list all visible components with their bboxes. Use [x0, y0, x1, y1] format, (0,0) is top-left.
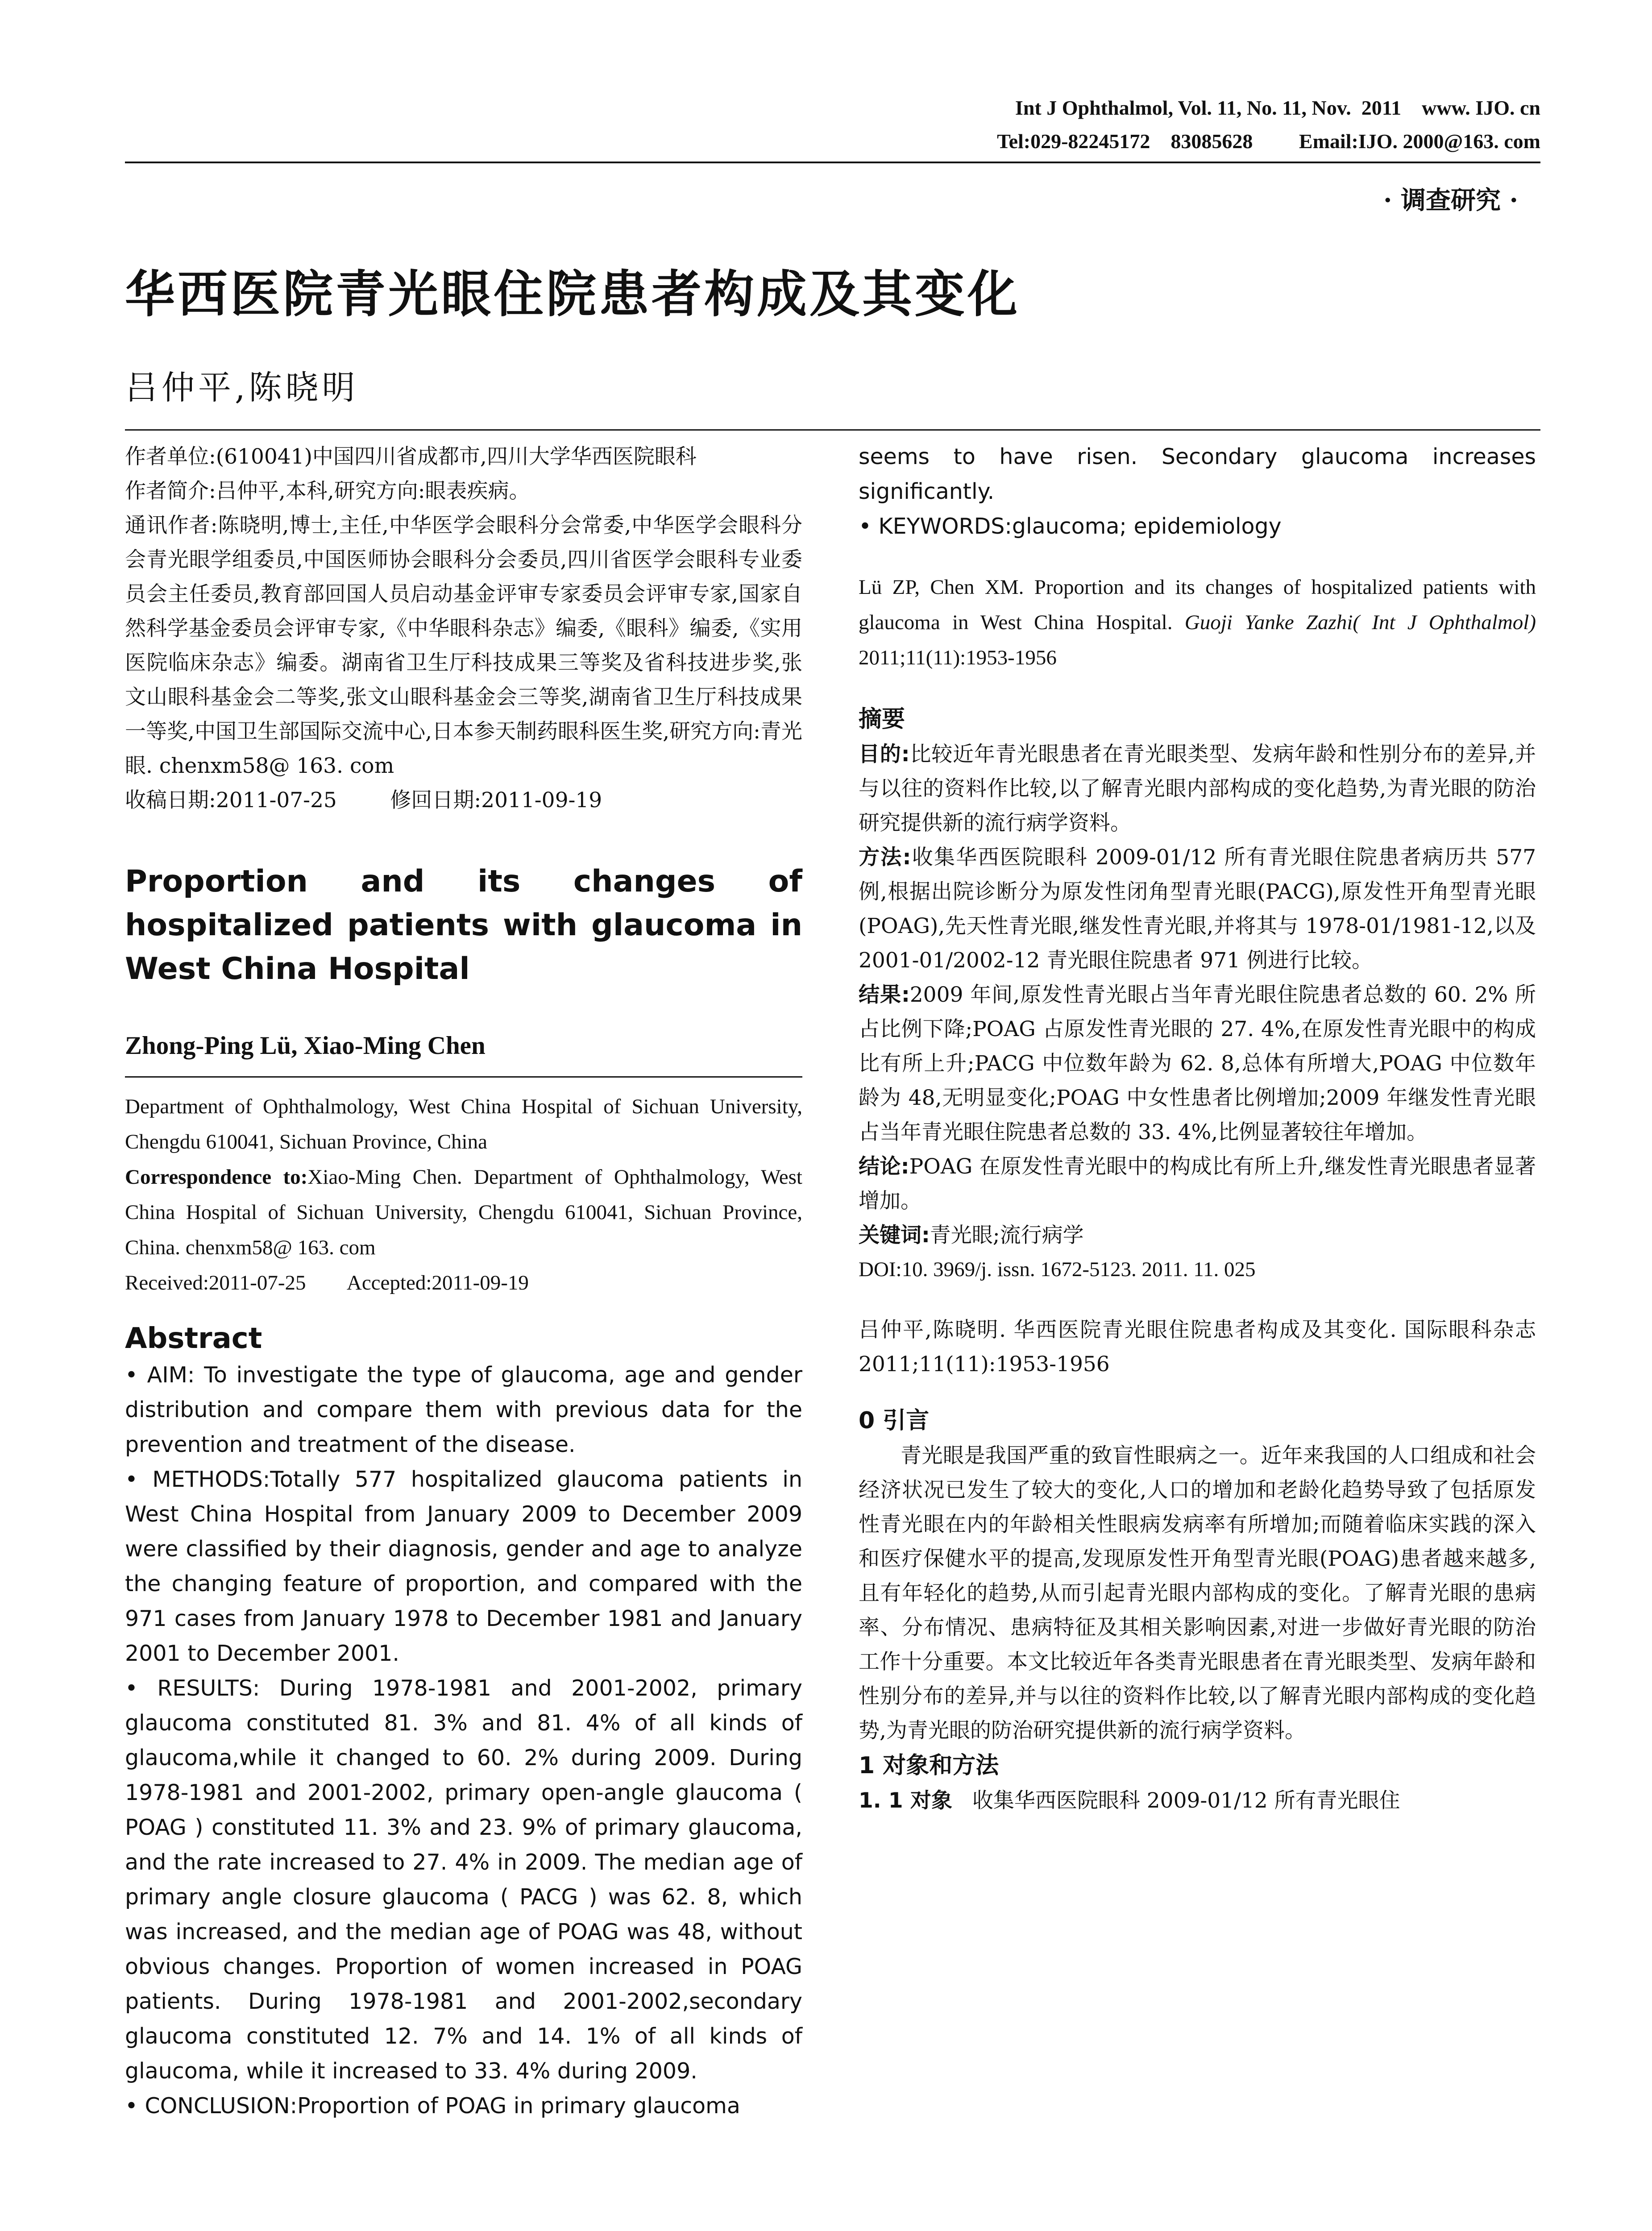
purpose-text: 比较近年青光眼患者在青光眼类型、发病年龄和性别分布的差异,并与以往的资料作比较,以了解青光眼内部构成的变化趋势,为青光眼的防治研究提供新的流行病学资料。 [859, 742, 1536, 835]
citation-en [859, 570, 1536, 676]
authors-cn: 吕仲平,陈晓明 [125, 369, 359, 407]
journal-header: Int J Ophthalmol, Vol. 11, No. 11, Nov. 2011 www. IJO. cn [1015, 96, 1540, 119]
subjects-paragraph [859, 1783, 1536, 1818]
method-label: 方法: [859, 845, 911, 870]
abstract-aim: • AIM: To investigate the type of glaucoma, age and gender distribution and compare them with previous data for the prevention and treatment of the disease. [125, 1362, 802, 1457]
english-authors: Zhong-Ping Lü, Xiao-Ming Chen [125, 1032, 486, 1060]
left-column [125, 440, 802, 2123]
affiliation: 作者单位:(610041)中国四川省成都市,四川大学华西医院眼科 [125, 444, 697, 469]
method-text: 收集华西医院眼科 2009-01/12 所有青光眼住院患者病历共 577 例,根据出院诊断分为原发性闭角型青光眼(PACG),原发性开角型青光眼(POAG),先天性青光眼,继发性青光眼,并将其与 1978-01/1981-12,以及 2001-01/2002-12 青光眼住院患者 971 例进行比较。 [859, 845, 1536, 973]
citation-en-text: Lü ZP, Chen XM. Proportion and its changes of hospitalized patients with glaucoma in West China Hospital. [859, 576, 1536, 634]
citation-cn: 吕仲平,陈晓明. 华西医院青光眼住院患者构成及其变化. 国际眼科杂志 2011;11(11):1953-1956 [859, 1318, 1536, 1377]
abstract-cn-keywords [859, 1218, 1536, 1252]
abstract-cn-method [859, 840, 1536, 978]
correspondence [125, 1160, 802, 1265]
abstract-cn-heading: 摘要 [859, 706, 905, 733]
subjects-label: 1. 1 对象 [859, 1788, 952, 1813]
author-bio: 作者简介:吕仲平,本科,研究方向:眼表疾病。 [125, 479, 530, 503]
abstract-cn-purpose [859, 737, 1536, 840]
citation-en-journal: Guoji Yanke Zazhi( Int J Ophthalmol) [1184, 611, 1536, 634]
intro-text: 青光眼是我国严重的致盲性眼病之一。近年来我国的人口组成和社会经济状况已发生了较大的变化,人口的增加和老龄化趋势导致了包括原发性青光眼在内的年龄相关性眼病发病率有所增加;而随着临床实践的深入和医疗保健水平的提高,发现原发性开角型青光眼(POAG)患者越来越多,且有年轻化的趋势,从而引起青光眼内部构成的变化。了解青光眼的患病率、分布情况、患病特征及其相关影响因素,对进一步做好青光眼的防治工作十分重要。本文比较近年各类青光眼患者在青光眼类型、发病年龄和性别分布的差异,并与以往的资料作比较,以了解青光眼内部构成的变化趋势,为青光眼的防治研究提供新的流行病学资料。 [859, 1443, 1536, 1743]
keywords-label: 关键词: [859, 1223, 930, 1248]
methods-heading: 1 对象和方法 [859, 1752, 999, 1779]
page-title: 华西医院青光眼住院患者构成及其变化 [125, 265, 1020, 323]
section-tag: · 调查研究 · [1383, 186, 1518, 215]
doi: DOI:10. 3969/j. issn. 1672-5123. 2011. 11. 025 [859, 1258, 1256, 1281]
keywords-text: 青光眼;流行病学 [930, 1223, 1084, 1248]
abstract-heading: Abstract [125, 1322, 262, 1355]
title-rule [125, 429, 1540, 431]
abstract-results: • RESULTS: During 1978-1981 and 2001-2002, primary glaucoma constituted 81. 3% and 81. 4% of all kinds of glaucoma,while it changed to 60. 2% during 2009. During 1978-1981 and 2001-2002, primary open-angle glaucoma ( POAG ) constituted 11. 3% and 23. 9% of primary glaucoma, and the rate increased to 27. 4% in 2009. The median age of primary angle closure glaucoma ( PACG ) was 62. 8, which was increased, and the median age of POAG was 48, without obvious changes. Proportion of women increased in POAG patients. During 1978-1981 and 2001-2002,secondary glaucoma constituted 12. 7% and 14. 1% of all kinds of glaucoma, while it increased to 33. 4% during 2009. [125, 1675, 802, 2084]
abstract-keywords: • KEYWORDS:glaucoma; epidemiology [859, 514, 1282, 539]
citation-en-volume: 2011;11(11):1953-1956 [859, 646, 1057, 669]
correspondence-text: Xiao-Ming Chen. Department of Ophthalmology, West China Hospital of Sichuan University, Chengdu 610041, Sichuan Province, China. chenxm58@ 163. com [125, 1165, 802, 1259]
result-label: 结果: [859, 983, 910, 1007]
conclusion-text: POAG 在原发性青光眼中的构成比有所上升,继发性青光眼患者显著增加。 [859, 1154, 1536, 1213]
correspondence-label: Correspondence to: [125, 1165, 308, 1189]
header-rule [125, 162, 1540, 163]
subjects-text: 收集华西医院眼科 2009-01/12 所有青光眼住 [972, 1788, 1400, 1813]
result-text: 2009 年间,原发性青光眼占当年青光眼住院患者总数的 60. 2% 所占比例下降;POAG 占原发性青光眼的 27. 4%,在原发性青光眼中的构成比有所上升;PACG 中位数年龄为 62. 8,总体有所增大,POAG 中位数年龄为 48,无明显变化;POAG 中女性患者比例增加;2009 年继发性青光眼占当年青光眼住院患者总数的 33. 4%,比例显著较往年增加。 [859, 983, 1536, 1145]
conclusion-label: 结论: [859, 1154, 909, 1179]
received-dates: Received:2011-07-25 Accepted:2011-09-19 [125, 1271, 529, 1294]
abstract-methods: • METHODS:Totally 577 hospitalized glaucoma patients in West China Hospital from January 2009 to December 2009 were classified by their diagnosis, gender and age to analyze the changing feature of proportion, and compared with the 971 cases from January 1978 to December 1981 and January 2001 to December 2001. [125, 1467, 802, 1666]
abstract-conclusion-end: seems to have risen. Secondary glaucoma increases significantly. [859, 444, 1536, 504]
corresponding-author: 通讯作者:陈晓明,博士,主任,中华医学会眼科分会常委,中华医学会眼科分会青光眼学组委员,中国医师协会眼科分会委员,四川省医学会眼科专业委员会主任委员,教育部回国人员启动基金评审专家委员会评审专家,国家自然科学基金委员会评审专家,《中华眼科杂志》编委,《眼科》编委,《实用医院临床杂志》编委。湖南省卫生厅科技成果三等奖及省科技进步奖,张文山眼科基金会二等奖,张文山眼科基金会三等奖,湖南省卫生厅科技成果一等奖,中国卫生部国际交流中心,日本参天制药眼科医生奖,研究方向:青光眼. chenxm58@ 163. com [125, 513, 802, 778]
authors-rule [125, 1076, 802, 1078]
journal-contact: Tel:029-82245172 83085628 Email:IJO. 2000@163. com [997, 130, 1540, 153]
department: Department of Ophthalmology, West China Hospital of Sichuan University, Chengdu 610041, Sichuan Province, China [125, 1095, 802, 1153]
abstract-cn-conclusion [859, 1149, 1536, 1218]
abstract-cn-result [859, 978, 1536, 1149]
intro-heading: 0 引言 [859, 1407, 930, 1434]
dates-cn: 收稿日期:2011-07-25 修回日期:2011-09-19 [125, 788, 602, 813]
english-title: Proportion and its changes of hospitalized patients with glaucoma in West China Hospital [125, 864, 802, 987]
right-column [859, 440, 1536, 1818]
purpose-label: 目的: [859, 742, 910, 767]
abstract-conclusion-start: • CONCLUSION:Proportion of POAG in primary glaucoma [125, 2093, 740, 2119]
